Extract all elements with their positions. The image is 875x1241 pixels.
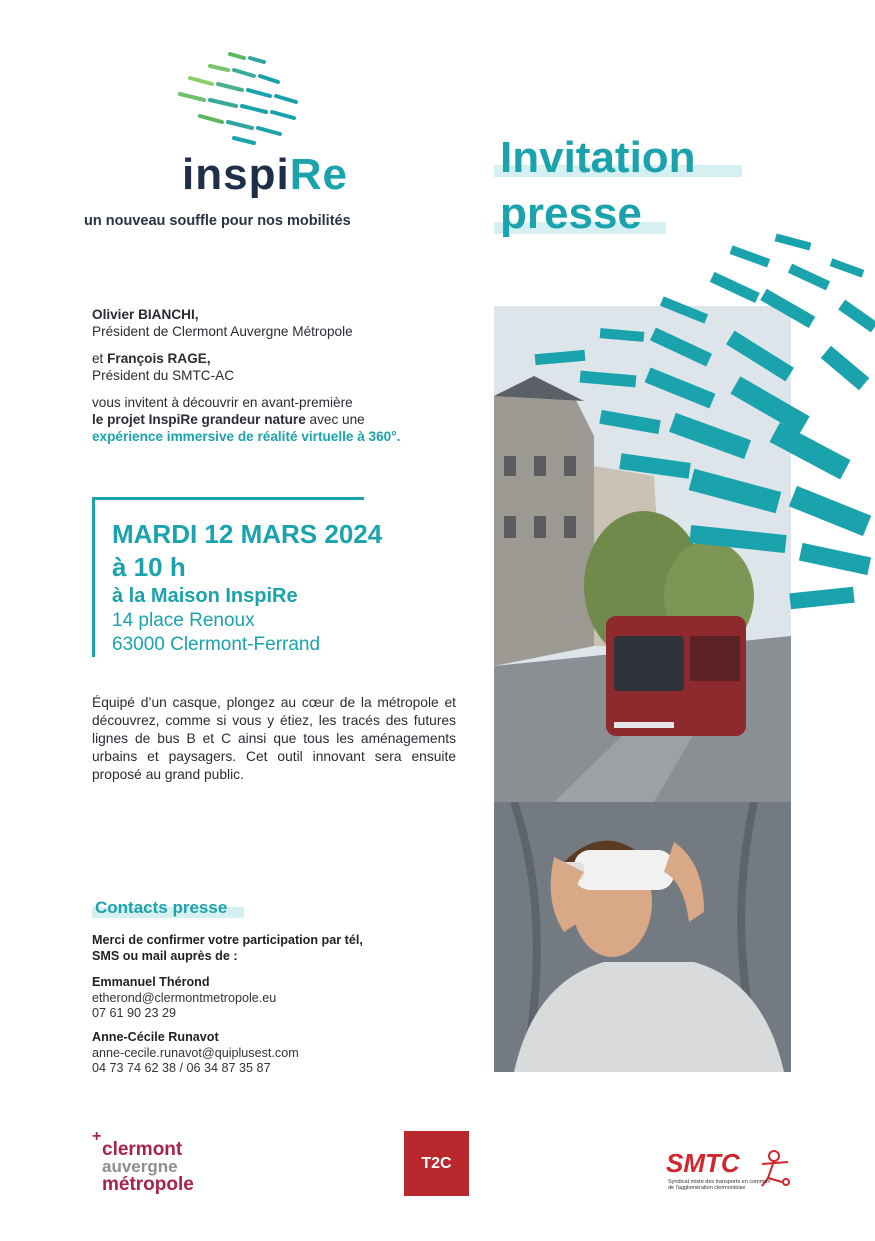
smtc-wordmark: SMTC — [666, 1148, 740, 1178]
contacts-confirm — [92, 932, 422, 964]
host2-role: Président du SMTC-AC — [92, 368, 235, 383]
t2c-label: T2C — [421, 1154, 452, 1172]
page-title-line1: Invitation — [500, 133, 696, 182]
host2-prefix: et — [92, 351, 108, 366]
cam-line1: clermont — [102, 1139, 183, 1160]
event-time: à 10 h — [112, 552, 186, 582]
vr-person-illustration — [494, 802, 791, 1072]
body-paragraph: Équipé d’un casque, plongez au cœur de la métropole et découvrez, comme si vous y étiez, les tracés des futures lignes de bus B et C ainsi que tous les aménagements urbains et paysagers. Cet outil innovant sera ensuite proposé au grand public. — [92, 695, 456, 782]
event-address-line1: 14 place Renoux — [112, 610, 255, 631]
contact-phone[interactable]: 04 73 74 62 38 / 06 34 87 35 87 — [92, 1061, 271, 1075]
intro-block — [92, 306, 472, 455]
confirm-line1: Merci de confirmer votre participation par tél, — [92, 933, 363, 947]
cam-line2: auvergne — [102, 1157, 178, 1176]
t2c-logo — [404, 1131, 469, 1196]
cam-line3: métropole — [102, 1174, 194, 1195]
plus-icon: + — [92, 1128, 102, 1145]
host1-name: Olivier BIANCHI, — [92, 307, 199, 322]
contact-name: Anne-Cécile Runavot — [92, 1030, 219, 1044]
inspire-logo-wordmark — [182, 150, 348, 200]
date-bracket-top — [92, 497, 364, 500]
host1-role: Président de Clermont Auvergne Métropole — [92, 324, 353, 339]
event-place: à la Maison InspiRe — [112, 585, 298, 607]
logo-tagline: un nouveau souffle pour nos mobilités — [84, 213, 351, 229]
smtc-subtitle: Syndicat mixte des transports en commun de l'agglomération clermontoise — [668, 1179, 771, 1191]
smtc-logo — [666, 1148, 806, 1198]
confirm-line2: SMS ou mail auprès de : — [92, 949, 238, 963]
contact-email[interactable]: anne-cecile.runavot@quiplusest.com — [92, 1045, 299, 1060]
dash-swirl-graphic-icon — [520, 230, 875, 630]
logo-word-part2: Re — [289, 150, 348, 199]
inspire-logo-mark-icon — [160, 48, 320, 158]
invite-bold: le projet InspiRe grandeur nature — [92, 412, 306, 427]
invite-line1: vous invitent à découvrir en avant-première — [92, 395, 353, 410]
event-date: MARDI 12 MARS 2024 — [112, 519, 383, 549]
contact-name: Emmanuel Thérond — [92, 975, 210, 989]
host2-name: François RAGE, — [107, 351, 211, 366]
contact-card — [92, 1030, 299, 1077]
contact-card — [92, 975, 276, 1022]
invite-teal: expérience immersive de réalité virtuelle à 360°. — [92, 429, 401, 444]
clermont-auvergne-metropole-logo — [92, 1128, 232, 1202]
invite-after: avec une — [305, 412, 365, 427]
page-title-line2: presse — [500, 189, 642, 238]
contacts-title: Contacts presse — [95, 898, 228, 917]
contact-email[interactable]: etherond@clermontmetropole.eu — [92, 990, 277, 1005]
contact-phone[interactable]: 07 61 90 23 29 — [92, 1006, 177, 1020]
vr-headset-photo — [494, 802, 791, 1072]
logo-word-part1: inspi — [182, 150, 290, 199]
date-bracket-left — [92, 497, 95, 657]
event-address-line2: 63000 Clermont-Ferrand — [112, 634, 321, 655]
